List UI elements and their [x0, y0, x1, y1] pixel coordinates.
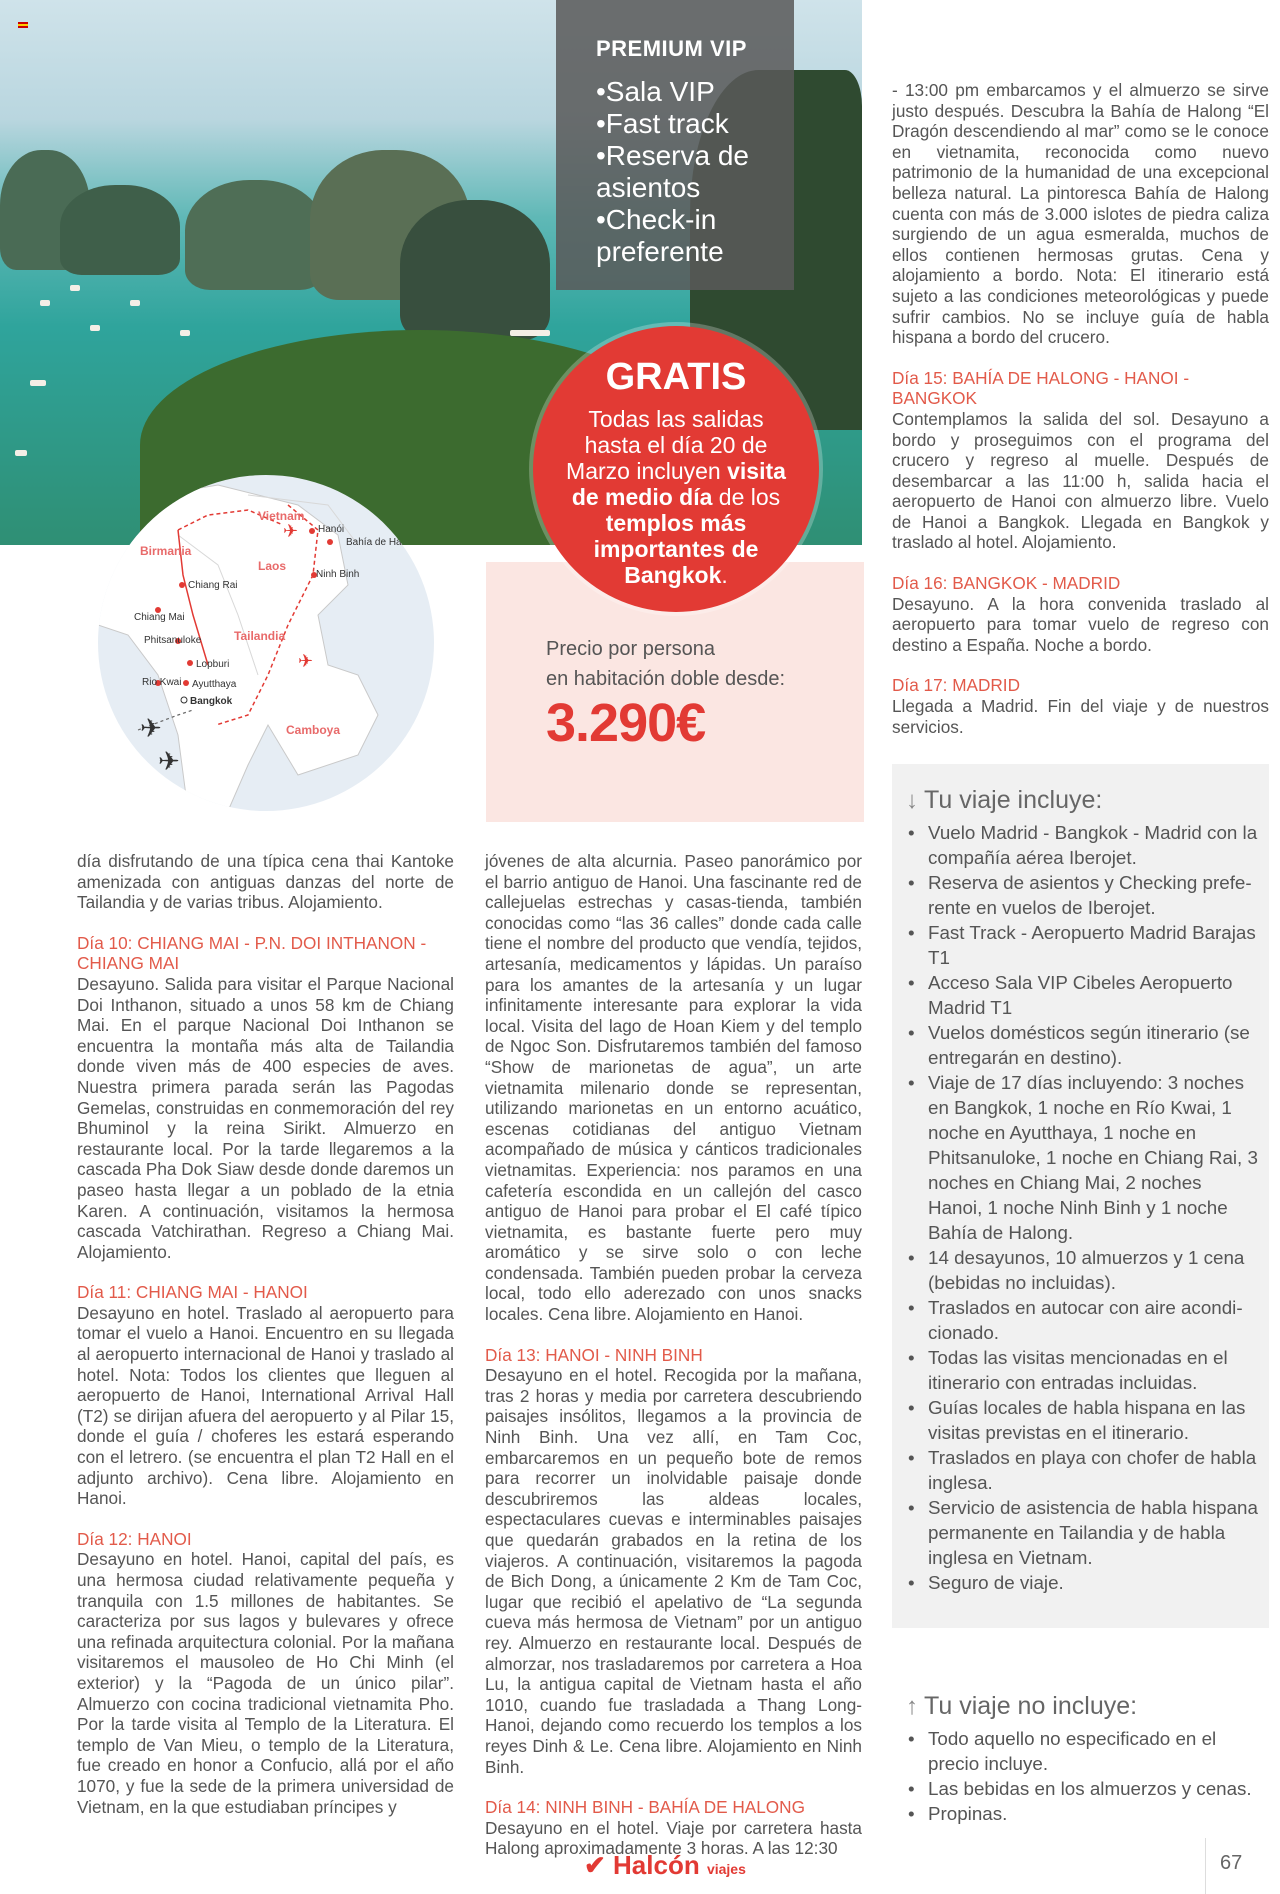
map-city-label: Hanói — [318, 524, 345, 535]
itinerary-paragraph — [892, 80, 1269, 348]
includes-item: • Seguro de viaje. — [906, 1570, 1258, 1595]
includes-item: • Servicio de asistencia de habla hispana permanente en Tailandia y de habla inglesa en Vietnam. — [906, 1495, 1258, 1570]
price-label-line1: Precio por persona — [546, 638, 715, 660]
logo-suffix: viajes — [706, 1861, 746, 1877]
premium-vip-item: •Reserva de asientos — [596, 140, 749, 203]
day-heading: Día 15: BAHÍA DE HALONG - HANOI - BANGKOK — [892, 367, 1190, 409]
itinerary-paragraph — [77, 1529, 454, 1817]
itinerary-paragraph — [485, 1345, 862, 1777]
gratis-bold1: visita de medio día — [571, 458, 786, 510]
itinerary-paragraph — [77, 1282, 454, 1509]
map-city-dot — [187, 660, 193, 666]
includes-title — [906, 786, 1102, 815]
gratis-bold2: templos más importantes de Bangkok — [593, 510, 759, 588]
itinerary-text: jóvenes de alta alcurnia. Paseo panorámico por el barrio antiguo de Hanoi. Una fascinante red de callejuelas estrechas y casas-tienda, también conocidas como “las 36 calles” donde cada calle tiene el nombre del producto que vendía, tejidos, artesanía, medicamentos y lápidas. Un paraíso para los amantes de la artesanía y un lugar infinitamente interesante para explorar la vida local. Visita del lago de Hoan Kiem y del templo de Ngoc Son. Disfrutaremos también del famoso “Show de marionetas de agua”, un arte vietnamita milenario donde se representan, utilizando marionetas en un entorno acuático, escenas cotidianas del antiguo Vietnam acompañado de música y cánticos tradicionales vietnamitas. Experiencia: nos paramos en una cafetería escondida en un callejón del casco antiguo de Hanoi para probar el El café típico vietnamita, es bastante fuerte pero muy aromático y se sirve solo o con leche condensada. También pueden probar la cerveza local, todo ello aderezado con unos snacks locales. Cena libre. Alojamiento en Hanoi. — [485, 851, 862, 1325]
map-city-label: Chiang Rai — [188, 580, 238, 591]
map-country-label: Camboya — [286, 723, 341, 737]
map-city-label: Ayutthaya — [192, 679, 237, 690]
map-city-dot — [181, 697, 187, 703]
map-country-label: Vietnam — [258, 509, 305, 523]
excludes-item: • Las bebidas en los almuerzos y cenas. — [906, 1776, 1258, 1801]
halcon-logo[interactable] — [584, 1850, 746, 1881]
excludes-title — [906, 1692, 1137, 1721]
map-city-dot — [327, 539, 333, 545]
price-value — [546, 692, 705, 754]
map-country-label: Birmania — [140, 544, 192, 558]
itinerary-paragraph — [892, 675, 1269, 737]
excludes-list — [906, 1726, 1258, 1826]
footer-divider — [1205, 1838, 1206, 1894]
includes-box — [892, 764, 1269, 1628]
map-city-label: Ninh Binh — [316, 569, 360, 580]
day-heading: Día 17: MADRID — [892, 675, 1020, 696]
itinerary-text: Desayuno en el hotel. Viaje por carretera hasta Halong aproximadamente 3 horas. A las 12:30 — [485, 1817, 862, 1859]
map-city-label: Chiang Mai — [134, 612, 185, 623]
day-heading: Día 11: CHIANG MAI - HANOI — [77, 1282, 308, 1303]
includes-item: • Traslados en playa con chofer de habla inglesa. — [906, 1445, 1258, 1495]
itinerary-text: Desayuno en hotel. Hanoi, capital del país, es una hermosa ciudad relativamente pequeña y tranquila con 1.5 millones de habitantes. Se caracteriza por sus lagos y bulevares y ofrece una refinada arquitectura colonial. Por la mañana visitaremos el mausoleo de Ho Chi Minh (el exterior) y la “Pagoda de un único pilar”. Almuerzo con cocina tradicional vietnamita Pho. Por la tarde visita al Templo de la Literatura. El templo de Van Mieu, o templo de la Literatura, fue creado en honor a Confucio, allá por el año 1070, y fue la sede de la primera universidad de Vietnam, en la que estudiaban príncipes y — [77, 1549, 454, 1817]
includes-item: • Acceso Sala VIP Cibeles Aeropuerto Madrid T1 — [906, 970, 1258, 1020]
itinerary-text: Desayuno. A la hora convenida traslado al aeropuerto para tomar vuelo de regreso con destino a España. Noche a bordo. — [892, 593, 1269, 655]
check-logo-icon: ✔ — [584, 1850, 606, 1880]
itinerary-text: Desayuno en el hotel. Recogida por la mañana, tras 2 horas y media por carretera descubriendo paisajes insólitos, llegamos a la provincia de Ninh Binh. Una vez allí, en Tam Coc, embarcaremos en un pequeño bote de remos para recorrer un inolvidable paisaje donde descubriremos las aldeas locales, espectaculares cuevas e interminables paisajes que quedarán grabados en la retina de los viajeros. A continuación, visitaremos la pagoda de Bich Dong, a únicamente 2 Km de Tam Coc, lugar que recibió el apelativo de “La segunda cueva más hermosa de Vietnam” por un antiguo rey. Almuerzo en restaurante local. Después de almorzar, nos trasladaremos por carretera a Hoa Lu, la antigua capital de Vietnam hasta el año 1010, cuando fue trasladada a Thang Long-Hanoi, dejando como recuerdo los templos a los reyes Dinh & Le. Cena libre. Alojamiento en Ninh Binh. — [485, 1365, 862, 1777]
day-heading: Día 16: BANGKOK - MADRID — [892, 573, 1121, 594]
map-city-label: Lopburi — [196, 659, 230, 670]
premium-vip-item: •Fast track — [596, 108, 729, 139]
gratis-line1: Todas las salidas hasta el día 20 de Marzo incluyen — [566, 406, 768, 484]
day-heading: Día 12: HANOI — [77, 1528, 192, 1549]
arrow-up-icon: ↑ — [906, 1693, 918, 1720]
map-city-label: Bangkok — [190, 696, 233, 707]
itinerary-column-1 — [77, 851, 454, 1837]
itinerary-text: - 13:00 pm embarcamos y el almuerzo se sirve justo después. Descubra la Bahía de Halong “El Dragón descendiendo al mar” como se le conoce en vietnamita, reconocida como nuevo patrimonio de la humanidad de una excepcional belleza natural. La pintoresca Bahía de Halong cuenta con más de 3.000 islotes de piedra caliza surgiendo de un agua esmeralda, muchos de ellos contienen hermosas grutas. Cena y alojamiento a bordo. Nota: El itinerario está sujeto a las condiciones meteorológicas y puede sufrir cambios. No se incluye guía de habla hispana a bordo del crucero. — [892, 80, 1269, 348]
price-label — [546, 634, 846, 694]
itinerary-column-3 — [892, 80, 1269, 757]
excludes-box — [892, 1670, 1269, 1830]
airplane-icon: ✈ — [140, 713, 162, 743]
price-currency: € — [676, 693, 706, 753]
itinerary-paragraph — [892, 573, 1269, 655]
premium-vip-title: PREMIUM VIP — [596, 36, 747, 61]
includes-title-text: Tu viaje incluye: — [924, 786, 1103, 814]
excludes-title-text: Tu viaje no incluye: — [924, 1692, 1138, 1720]
page-number: 67 — [1220, 1852, 1243, 1874]
map-country-label: Tailandia — [234, 629, 286, 643]
includes-list — [906, 820, 1258, 1595]
itinerary-text: Desayuno en hotel. Traslado al aeropuerto para tomar el vuelo a Hanoi. Encuentro en su llegada al aeropuerto internacional de Hanoi y traslado al hotel. Nota: Todos los clientes que lleguen al aeropuerto de Hanoi, International Arrival Hall (T2) se dirijan afuera del aeropuerto y al Pilar 15, donde el guía / choferes les estará esperando con el letrero. (se encuentra el plan T2 Hall en el adjunto archivo). Cena libre. Alojamiento en Hanoi. — [77, 1302, 454, 1509]
map-city-label: Phitsanuloke — [144, 635, 202, 646]
includes-item: • Traslados en autocar con aire acondi-cionado. — [906, 1295, 1258, 1345]
includes-item: • Guías locales de habla hispana en las visitas previstas en el itinerario. — [906, 1395, 1258, 1445]
airplane-icon: ✈ — [298, 651, 314, 671]
map-city-dot — [179, 582, 185, 588]
language-flag-icon — [18, 22, 28, 28]
excludes-item: • Todo aquello no especificado en el precio incluye. — [906, 1726, 1258, 1776]
map-city-label: Bahía de Halong — [346, 537, 421, 548]
premium-vip-box — [556, 0, 794, 290]
includes-item: • Reserva de asientos y Checking prefe-rente en vuelos de Iberojet. — [906, 870, 1258, 920]
route-map — [98, 475, 434, 811]
premium-vip-list — [596, 76, 796, 268]
itinerary-paragraph — [485, 851, 862, 1325]
itinerary-paragraph — [77, 851, 454, 913]
itinerary-text: Llegada a Madrid. Fin del viaje y de nuestros servicios. — [892, 696, 1269, 737]
map-city-dot — [309, 528, 315, 534]
premium-vip-item: •Sala VIP — [596, 76, 715, 107]
map-city-dot — [183, 680, 189, 686]
map-country-label: Laos — [258, 559, 287, 573]
includes-item: • Todas las visitas mencionadas en el itinerario con entradas incluidas. — [906, 1345, 1258, 1395]
logo-text: Halcón — [613, 1850, 700, 1880]
gratis-end: . — [721, 562, 728, 588]
premium-vip-item: •Check-in preferente — [596, 204, 724, 267]
itinerary-text: Desayuno. Salida para visitar el Parque Nacional Doi Inthanon, situado a unos 58 km de Chiang Mai. En el parque Nacional Doi Inthanon se encuentra la montaña más alta de Tailandia donde viven más de 400 especies de aves. Nuestra primera parada serán las Pagodas Gemelas, construidas en conmemoración del rey Bhuminol y la reina Sirikt. Almuerzo en restaurante local. Por la tarde llegaremos a la cascada Pha Dok Siaw desde donde daremos un paseo hasta llegar a un poblado de la etnia Karen. A continuación, visitamos la hermosa cascada Vatchirathan. Regreso a Chiang Mai. Alojamiento. — [77, 973, 454, 1262]
price-amount: 3.290 — [546, 693, 677, 753]
itinerary-text: Contemplamos la salida del sol. Desayuno a bordo y proseguimos con el programa del crucero y regreso al muelle. Después de desembarcar a las 11:00 h, salida hacia el aeropuerto de Hanoi con almuerzo libre. Vuelo de Hanoi a Bangkok. Llegada en Bangkok y traslado al hotel. Alojamiento. — [892, 408, 1269, 553]
itinerary-paragraph — [892, 368, 1269, 553]
day-heading: Día 13: HANOI - NINH BINH — [485, 1344, 703, 1365]
includes-item: • 14 desayunos, 10 almuerzos y 1 cena (bebidas no incluidas). — [906, 1245, 1258, 1295]
includes-item: • Fast Track - Aeropuerto Madrid Barajas T1 — [906, 920, 1258, 970]
includes-item: • Viaje de 17 días incluyendo: 3 noches en Bangkok, 1 noche en Río Kwai, 1 noche en Ayutthaya, 1 noche en Phitsanuloke, 1 noche en Chiang Rai, 3 noches en Chiang Mai, 2 noches Hanoi, 1 noche Ninh Binh y 1 noche Bahía de Halong. — [906, 1070, 1258, 1245]
day-heading: Día 14: NINH BINH - BAHÍA DE HALONG — [485, 1797, 805, 1818]
itinerary-column-2 — [485, 851, 862, 1879]
gratis-line2: de los — [718, 484, 781, 510]
gratis-text — [559, 406, 793, 588]
itinerary-paragraph — [77, 933, 454, 1263]
includes-item: • Vuelos domésticos según itinerario (se entregarán en destino). — [906, 1020, 1258, 1070]
price-label-line2: en habitación doble desde: — [546, 668, 786, 690]
map-city-label: Rio Kwai — [142, 677, 182, 688]
includes-item: • Vuelo Madrid - Bangkok - Madrid con la compañía aérea Iberojet. — [906, 820, 1258, 870]
itinerary-text: día disfrutando de una típica cena thai Kantoke amenizada con antiguas danzas del norte de Tailandia y de varias tribus. Alojamiento. — [77, 851, 454, 913]
airplane-icon: ✈ — [158, 746, 180, 776]
day-heading: Día 10: CHIANG MAI - P.N. DOI INTHANON - CHIANG MAI — [77, 932, 427, 974]
gratis-badge — [533, 326, 819, 612]
arrow-down-icon: ↓ — [906, 787, 918, 814]
excludes-item: • Propinas. — [906, 1801, 1258, 1826]
airplane-icon: ✈ — [283, 521, 299, 541]
gratis-title: GRATIS — [605, 356, 747, 398]
